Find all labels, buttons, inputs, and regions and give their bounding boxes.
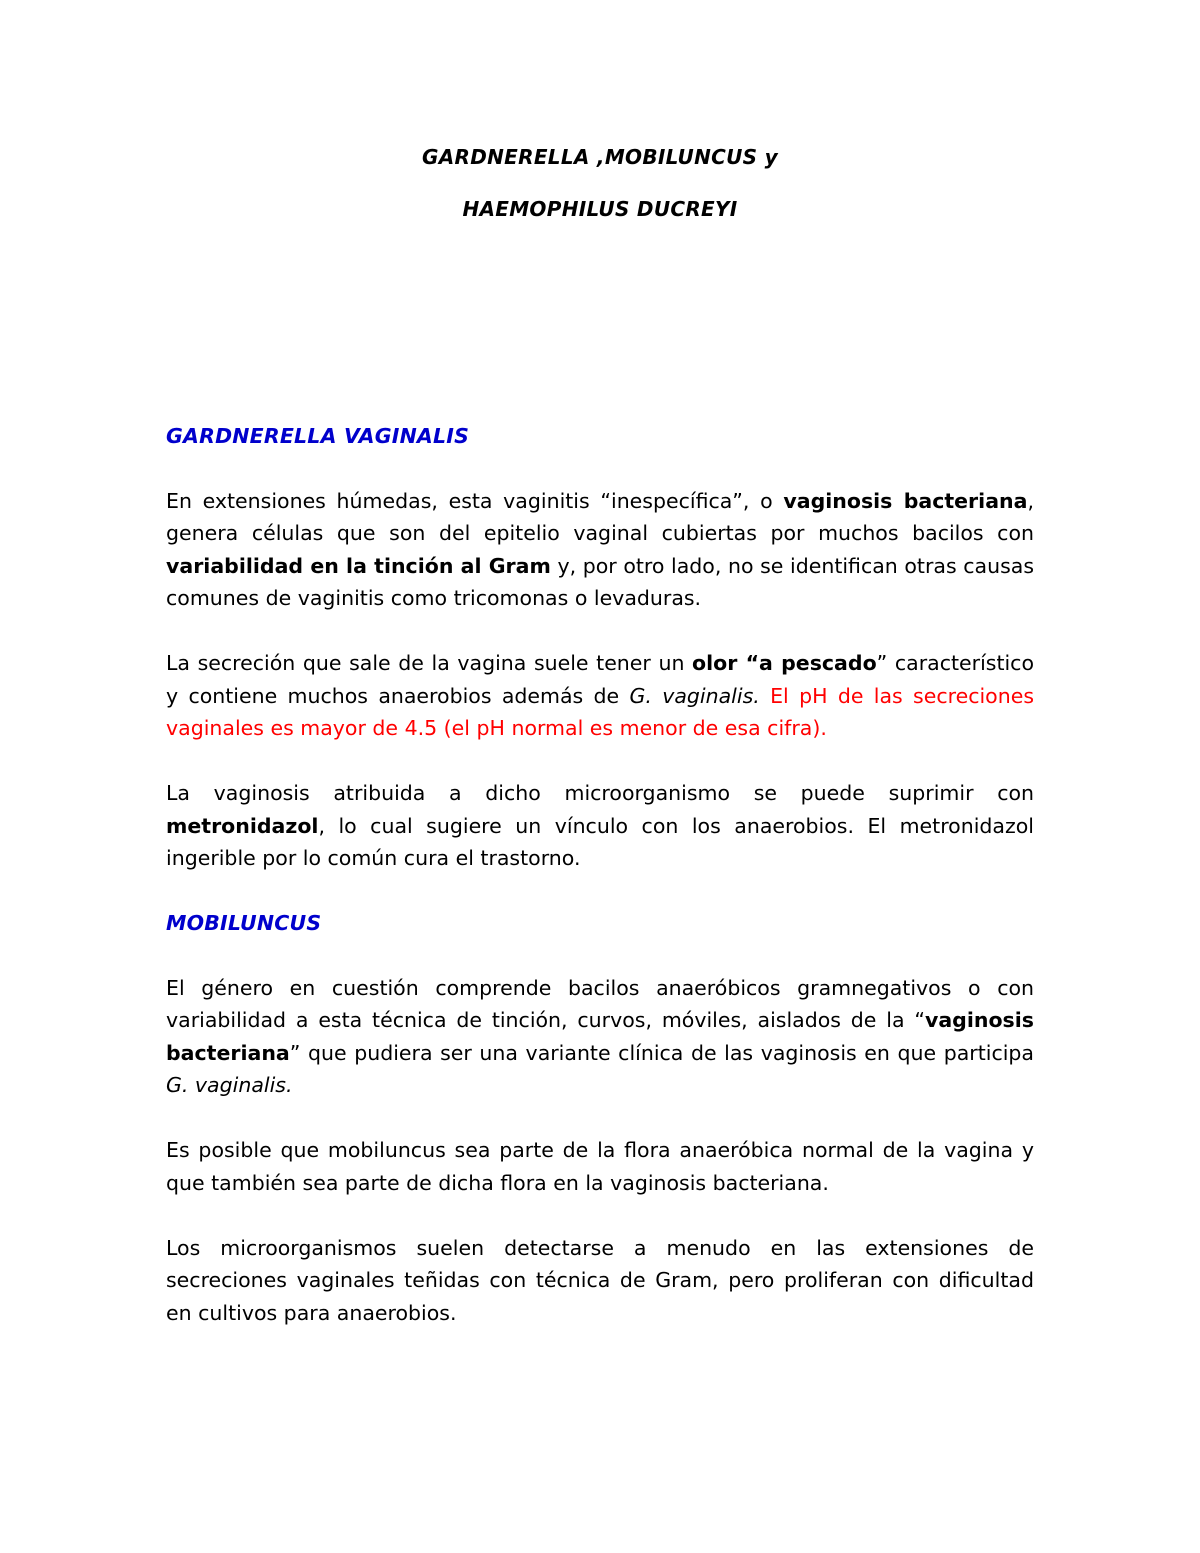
italic-species-name: G. vaginalis. [166, 1073, 293, 1097]
bold-term-vaginosis: vaginosis bacteriana [783, 488, 1028, 513]
paragraph-mobiluncus-3: Los microorganismos suelen detectarse a menudo en las extensiones de secreciones vaginales teñidas con técnica de Gram, pero proliferan con dificultad en cultivos para anaerobios. [166, 1235, 1034, 1325]
text-span: ” que pudiera ser una variante clínica de las vaginosis en que participa [289, 1040, 1034, 1065]
text-span: y, por otro lado, no se identifican otras causas comunes de vaginitis como tricomonas o levaduras. [166, 553, 1034, 610]
section-heading-gardnerella: GARDNERELLA VAGINALIS [166, 424, 470, 448]
text-span: La secreción que sale de la vagina suele tener un [166, 651, 693, 675]
bold-term-vaginosis: vaginosis bacteriana [166, 1008, 1034, 1065]
text-span: La vaginosis atribuida a dicho microorganismo se puede suprimir con [166, 781, 1034, 805]
text-span: En extensiones húmedas, esta vaginitis “inespecífica”, o [166, 488, 784, 513]
paragraph-gardnerella-2 [166, 647, 1034, 745]
document-title-line-2: HAEMOPHILUS DUCREYI [462, 197, 738, 221]
text-span: ” característico y contiene muchos anaerobios además de [166, 651, 1034, 708]
highlighted-ph-note: El pH de las secreciones vaginales es mayor de 4.5 (el pH normal es menor de esa cifra). [166, 683, 1034, 740]
text-span: El género en cuestión comprende bacilos anaeróbicos gramnegativos o con variabilidad a esta técnica de tinción, curvos, móviles, aislados de la “ [166, 975, 1034, 1032]
document-title-line-1: GARDNERELLA ,MOBILUNCUS y [422, 145, 778, 169]
section-heading-mobiluncus: MOBILUNCUS [166, 911, 322, 935]
italic-species-name: G. vaginalis. [629, 683, 760, 708]
paragraph-gardnerella-3 [166, 777, 1034, 875]
bold-term-metronidazol: metronidazol [166, 813, 319, 838]
text-span: , lo cual sugiere un vínculo con los anaerobios. El metronidazol ingerible por lo común cura el trastorno. [166, 813, 1034, 870]
bold-term-gram-variability: variabilidad en la tinción al Gram [166, 553, 551, 578]
paragraph-gardnerella-1 [166, 485, 1034, 615]
bold-term-fish-odor: olor “a pescado [692, 651, 877, 675]
paragraph-mobiluncus-2: Es posible que mobiluncus sea parte de la flora anaeróbica normal de la vagina y que también sea parte de dicha flora en la vaginosis bacteriana. [166, 1138, 1034, 1195]
paragraph-mobiluncus-1 [166, 972, 1034, 1102]
document-body [166, 420, 1034, 1362]
text-span: , genera células que son del epitelio vaginal cubiertas por muchos bacilos con [166, 488, 1034, 545]
